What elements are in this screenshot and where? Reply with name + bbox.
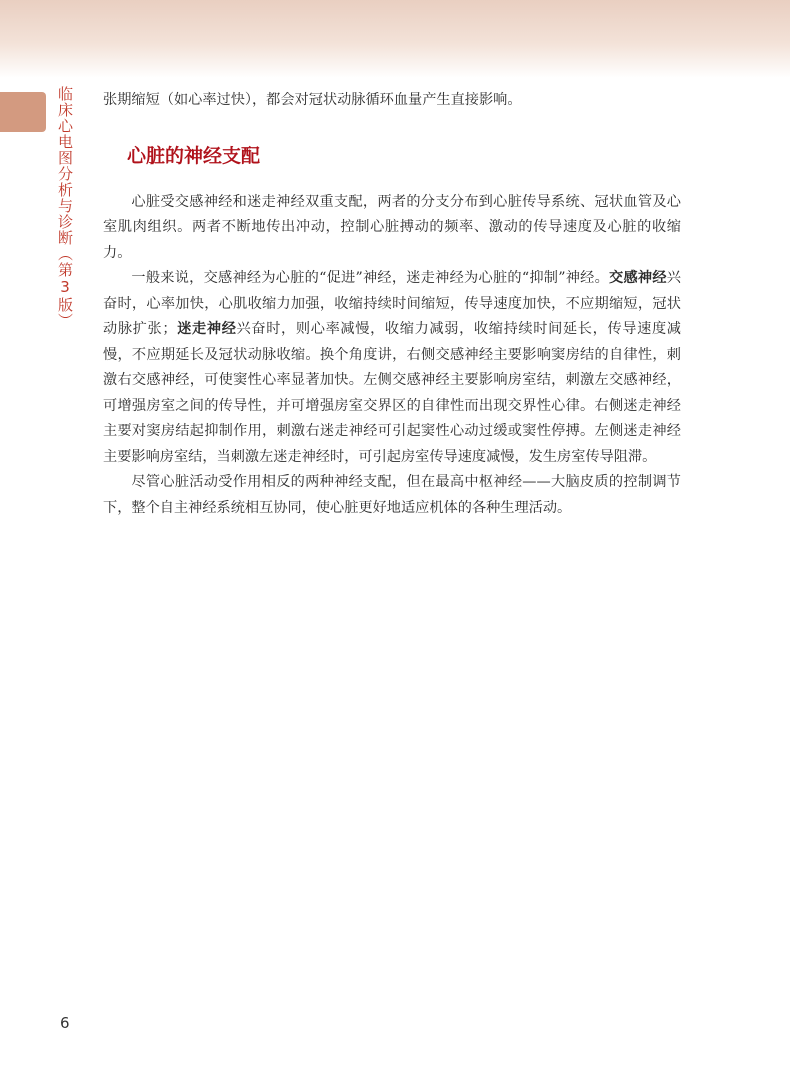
section-heading: 心脏的神经支配: [127, 144, 261, 167]
chapter-tab-marker: [0, 92, 46, 132]
page-number: 6: [60, 1014, 70, 1032]
paragraph-2-text-b: 兴奋时，心率加快，心肌收缩力加强，收缩持续时间缩短，传导速度加快，不应期缩短，冠状动脉扩张；: [103, 270, 681, 337]
keyword-vagus: 迷走神经: [176, 321, 237, 337]
header-band: [0, 0, 790, 78]
paragraph-2-text-a: 一般来说，交感神经为心脏的“促进”神经，迷走神经为心脏的“抑制”神经。: [131, 270, 610, 286]
paragraph-2: [103, 266, 681, 470]
book-title-vertical: 临床心电图分析与诊断（第3版）: [56, 86, 74, 329]
paragraph-3: 尽管心脏活动受作用相反的两种神经支配，但在最高中枢神经——大脑皮质的控制调节下，整个自主神经系统相互协同，使心脏更好地适应机体的各种生理活动。: [103, 474, 681, 516]
paragraph-2-text-c: 兴奋时，则心率减慢，收缩力减弱，收缩持续时间延长，传导速度减慢，不应期延长及冠状动脉收缩。换个角度讲，右侧交感神经主要影响窦房结的自律性，刺激右交感神经，可使窦性心率显著加快。左侧交感神经主要影响房室结，刺激左交感神经，可增强房室之间的传导性，并可增强房室交界区的自律性而出现交界性心律。右侧迷走神经主要对窦房结起抑制作用，刺激右迷走神经可引起窦性心动过缓或窦性停搏。左侧迷走神经主要影响房室结，当刺激左迷走神经时，可引起房室传导速度减慢，发生房室传导阻滞。: [103, 321, 681, 465]
paragraph-1: 心脏受交感神经和迷走神经双重支配，两者的分支分布到心脏传导系统、冠状血管及心室肌肉组织。两者不断地传出冲动，控制心脏搏动的频率、激动的传导速度及心脏的收缩力。: [103, 193, 681, 261]
keyword-sympathetic: 交感神经: [609, 270, 667, 286]
page-body: [103, 88, 681, 521]
continued-paragraph: 张期缩短（如心率过快），都会对冠状动脉循环血量产生直接影响。: [103, 92, 522, 108]
